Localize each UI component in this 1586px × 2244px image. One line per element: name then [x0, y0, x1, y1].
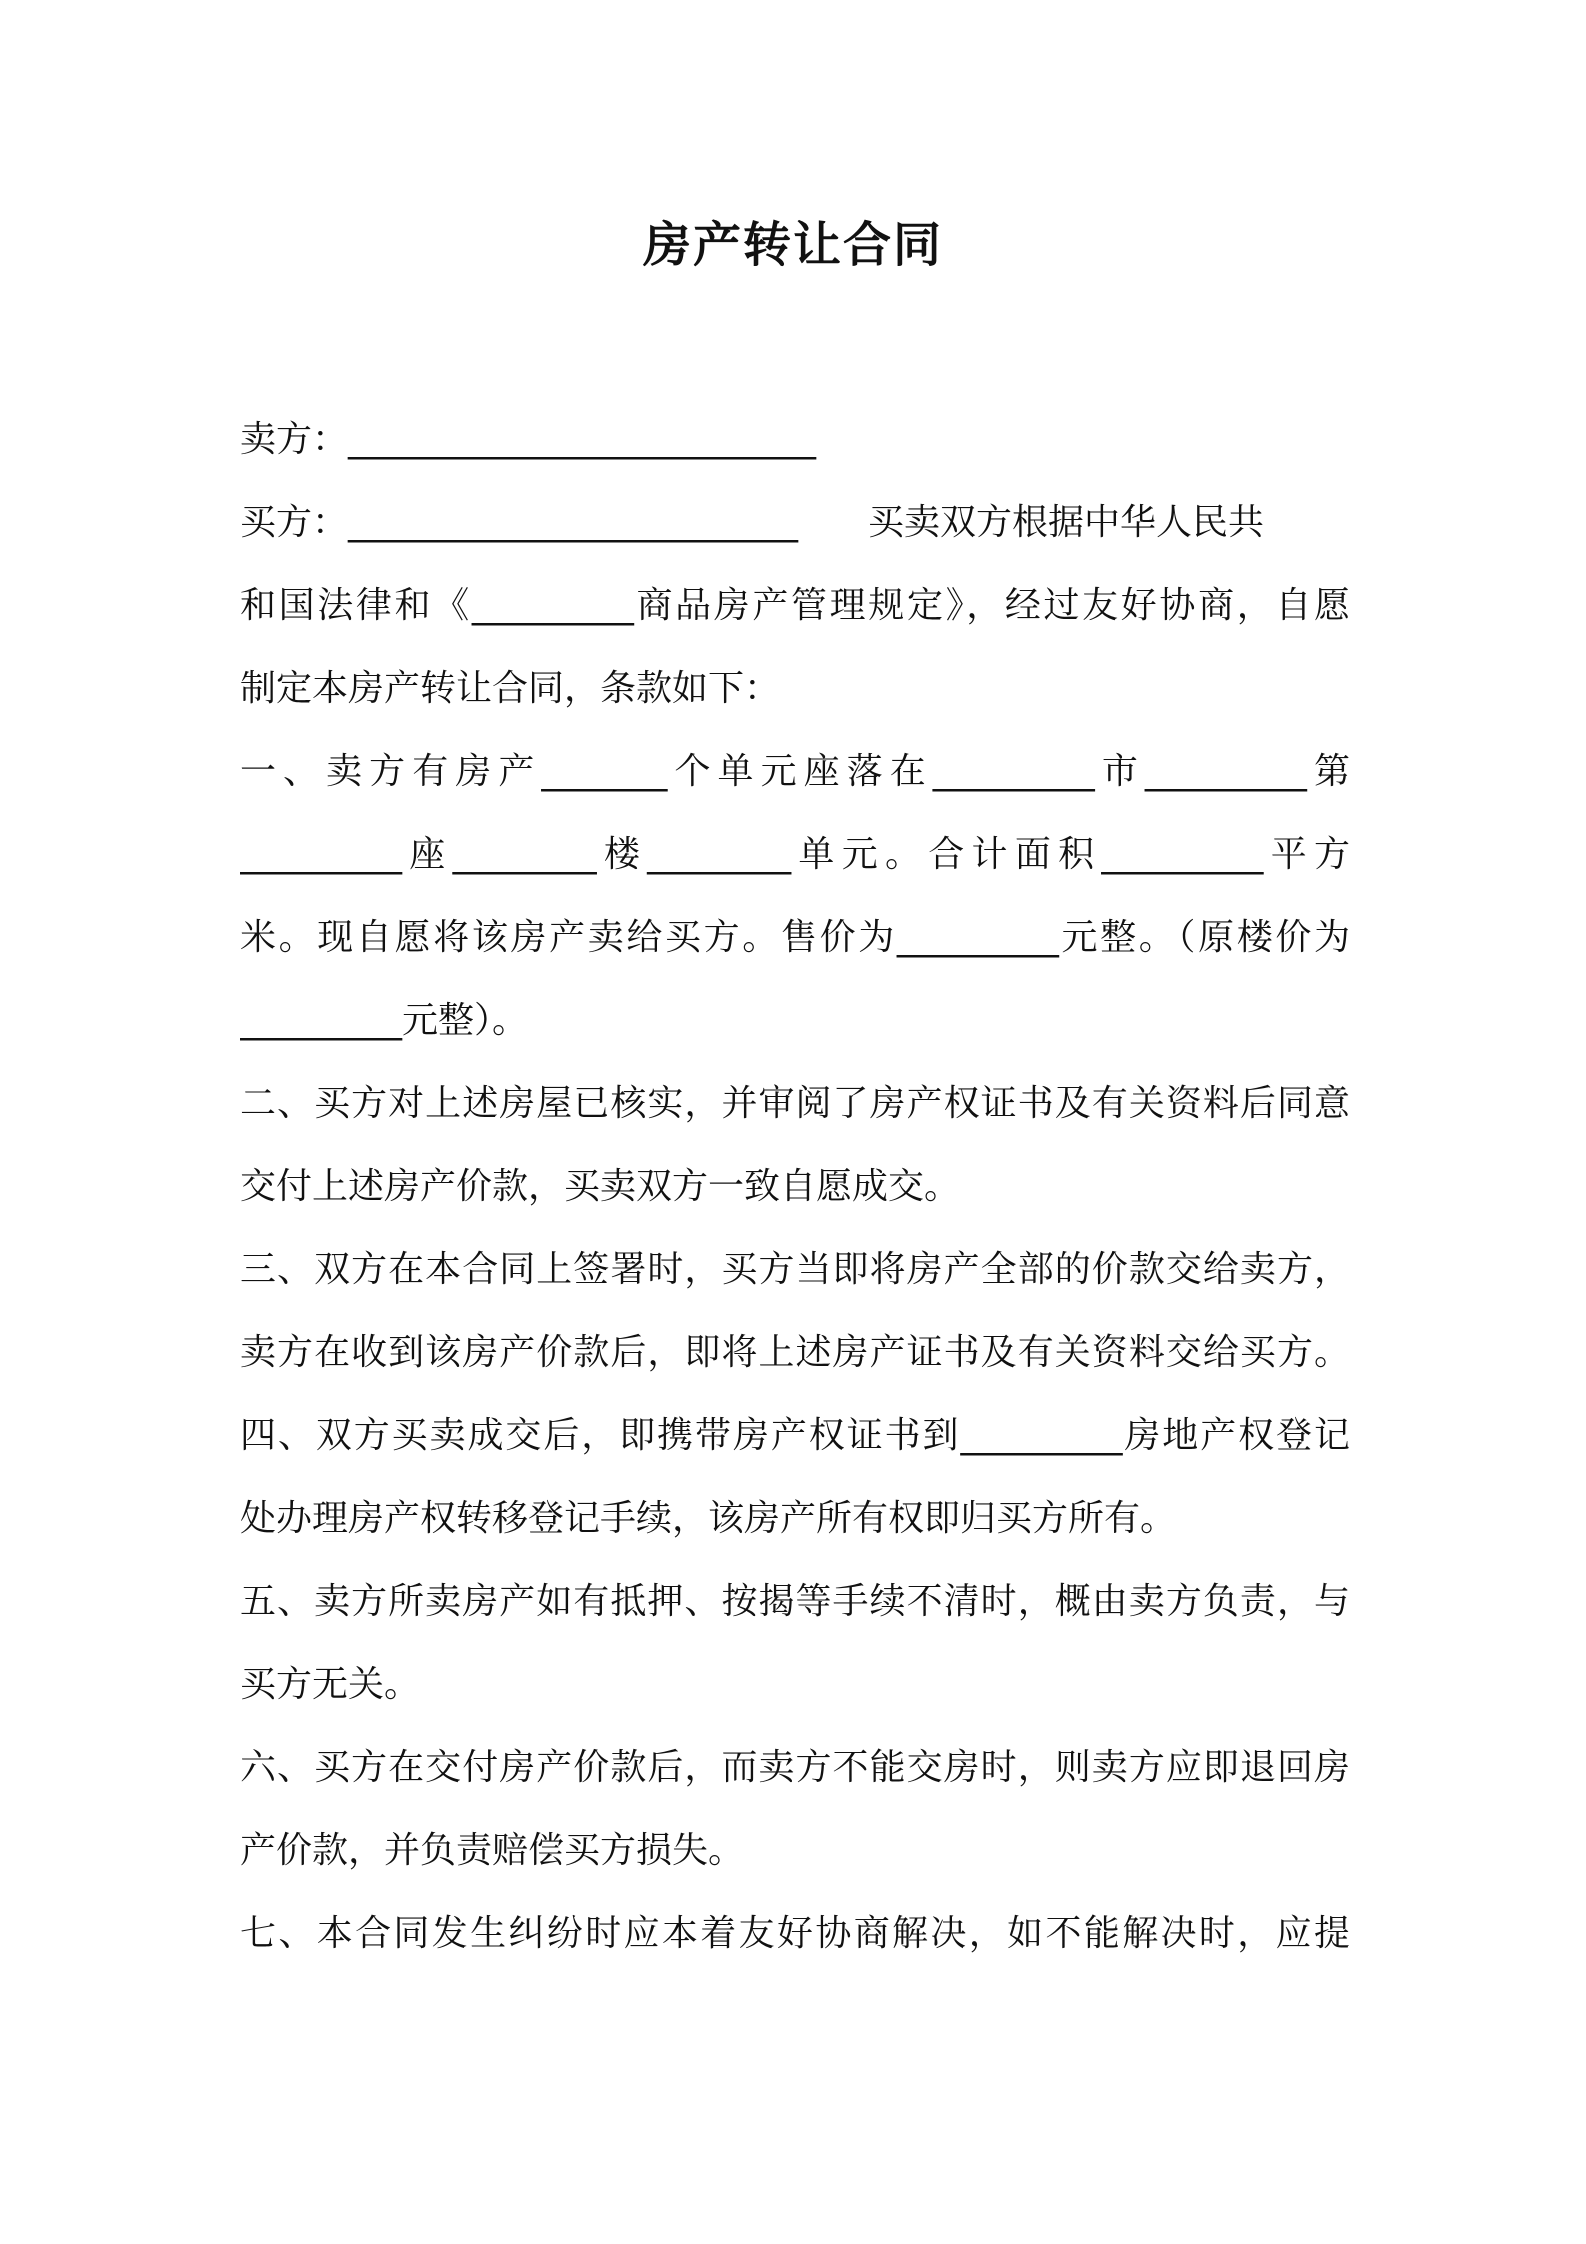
clause-5-line-2: 买方无关。: [240, 1664, 421, 1705]
clause-1-line-1: 一、卖方有房产_______个单元座落在_________市_________第: [240, 751, 1350, 792]
clause-4-line-2: 处办理房产权转移登记手续，该房产所有权即归买方所有。: [240, 1498, 1177, 1539]
clause-1-line-4: _________元整）。: [240, 1000, 529, 1041]
clause-2-line-2: 交付上述房产价款，买卖双方一致自愿成交。: [240, 1166, 961, 1207]
preamble-start: 买卖双方根据中华人民共: [868, 502, 1265, 543]
clause-1-line-2: _________座________楼________单元。合计面积_________平方: [240, 834, 1350, 875]
clause-7-line-1: 七、本合同发生纠纷时应本着友好协商解决，如不能解决时，应提: [240, 1913, 1350, 1954]
clause-4-line-1: 四、双方买卖成交后，即携带房产权证书到_________房地产权登记: [240, 1415, 1350, 1456]
clause-6-line-2: 产价款，并负责赔偿买方损失。: [240, 1830, 745, 1871]
preamble-line-2: 和国法律和《_________商品房产管理规定》，经过友好协商，自愿: [240, 585, 1350, 626]
clause-3-line-1: 三、双方在本合同上签署时，买方当即将房产全部的价款交给卖方，: [240, 1249, 1350, 1290]
document-title: 房产转让合同: [642, 217, 943, 273]
preamble-line-3: 制定本房产转让合同，条款如下：: [240, 668, 781, 709]
clause-5-line-1: 五、卖方所卖房产如有抵押、按揭等手续不清时，概由卖方负责，与: [240, 1581, 1350, 1622]
clause-2-line-1: 二、买方对上述房屋已核实，并审阅了房产权证书及有关资料后同意: [240, 1083, 1350, 1124]
buyer-field: 买方：_________________________: [240, 502, 799, 543]
contract-body: [240, 398, 1350, 1975]
clause-1-line-3: 米。现自愿将该房产卖给买方。售价为_________元整。（原楼价为: [240, 917, 1350, 958]
buyer-line: [240, 481, 1350, 564]
clause-3-line-2: 卖方在收到该房产价款后，即将上述房产证书及有关资料交给买方。: [240, 1332, 1350, 1373]
clause-6-line-1: 六、买方在交付房产价款后，而卖方不能交房时，则卖方应即退回房: [240, 1747, 1350, 1788]
seller-line: 卖方：__________________________: [240, 419, 817, 460]
